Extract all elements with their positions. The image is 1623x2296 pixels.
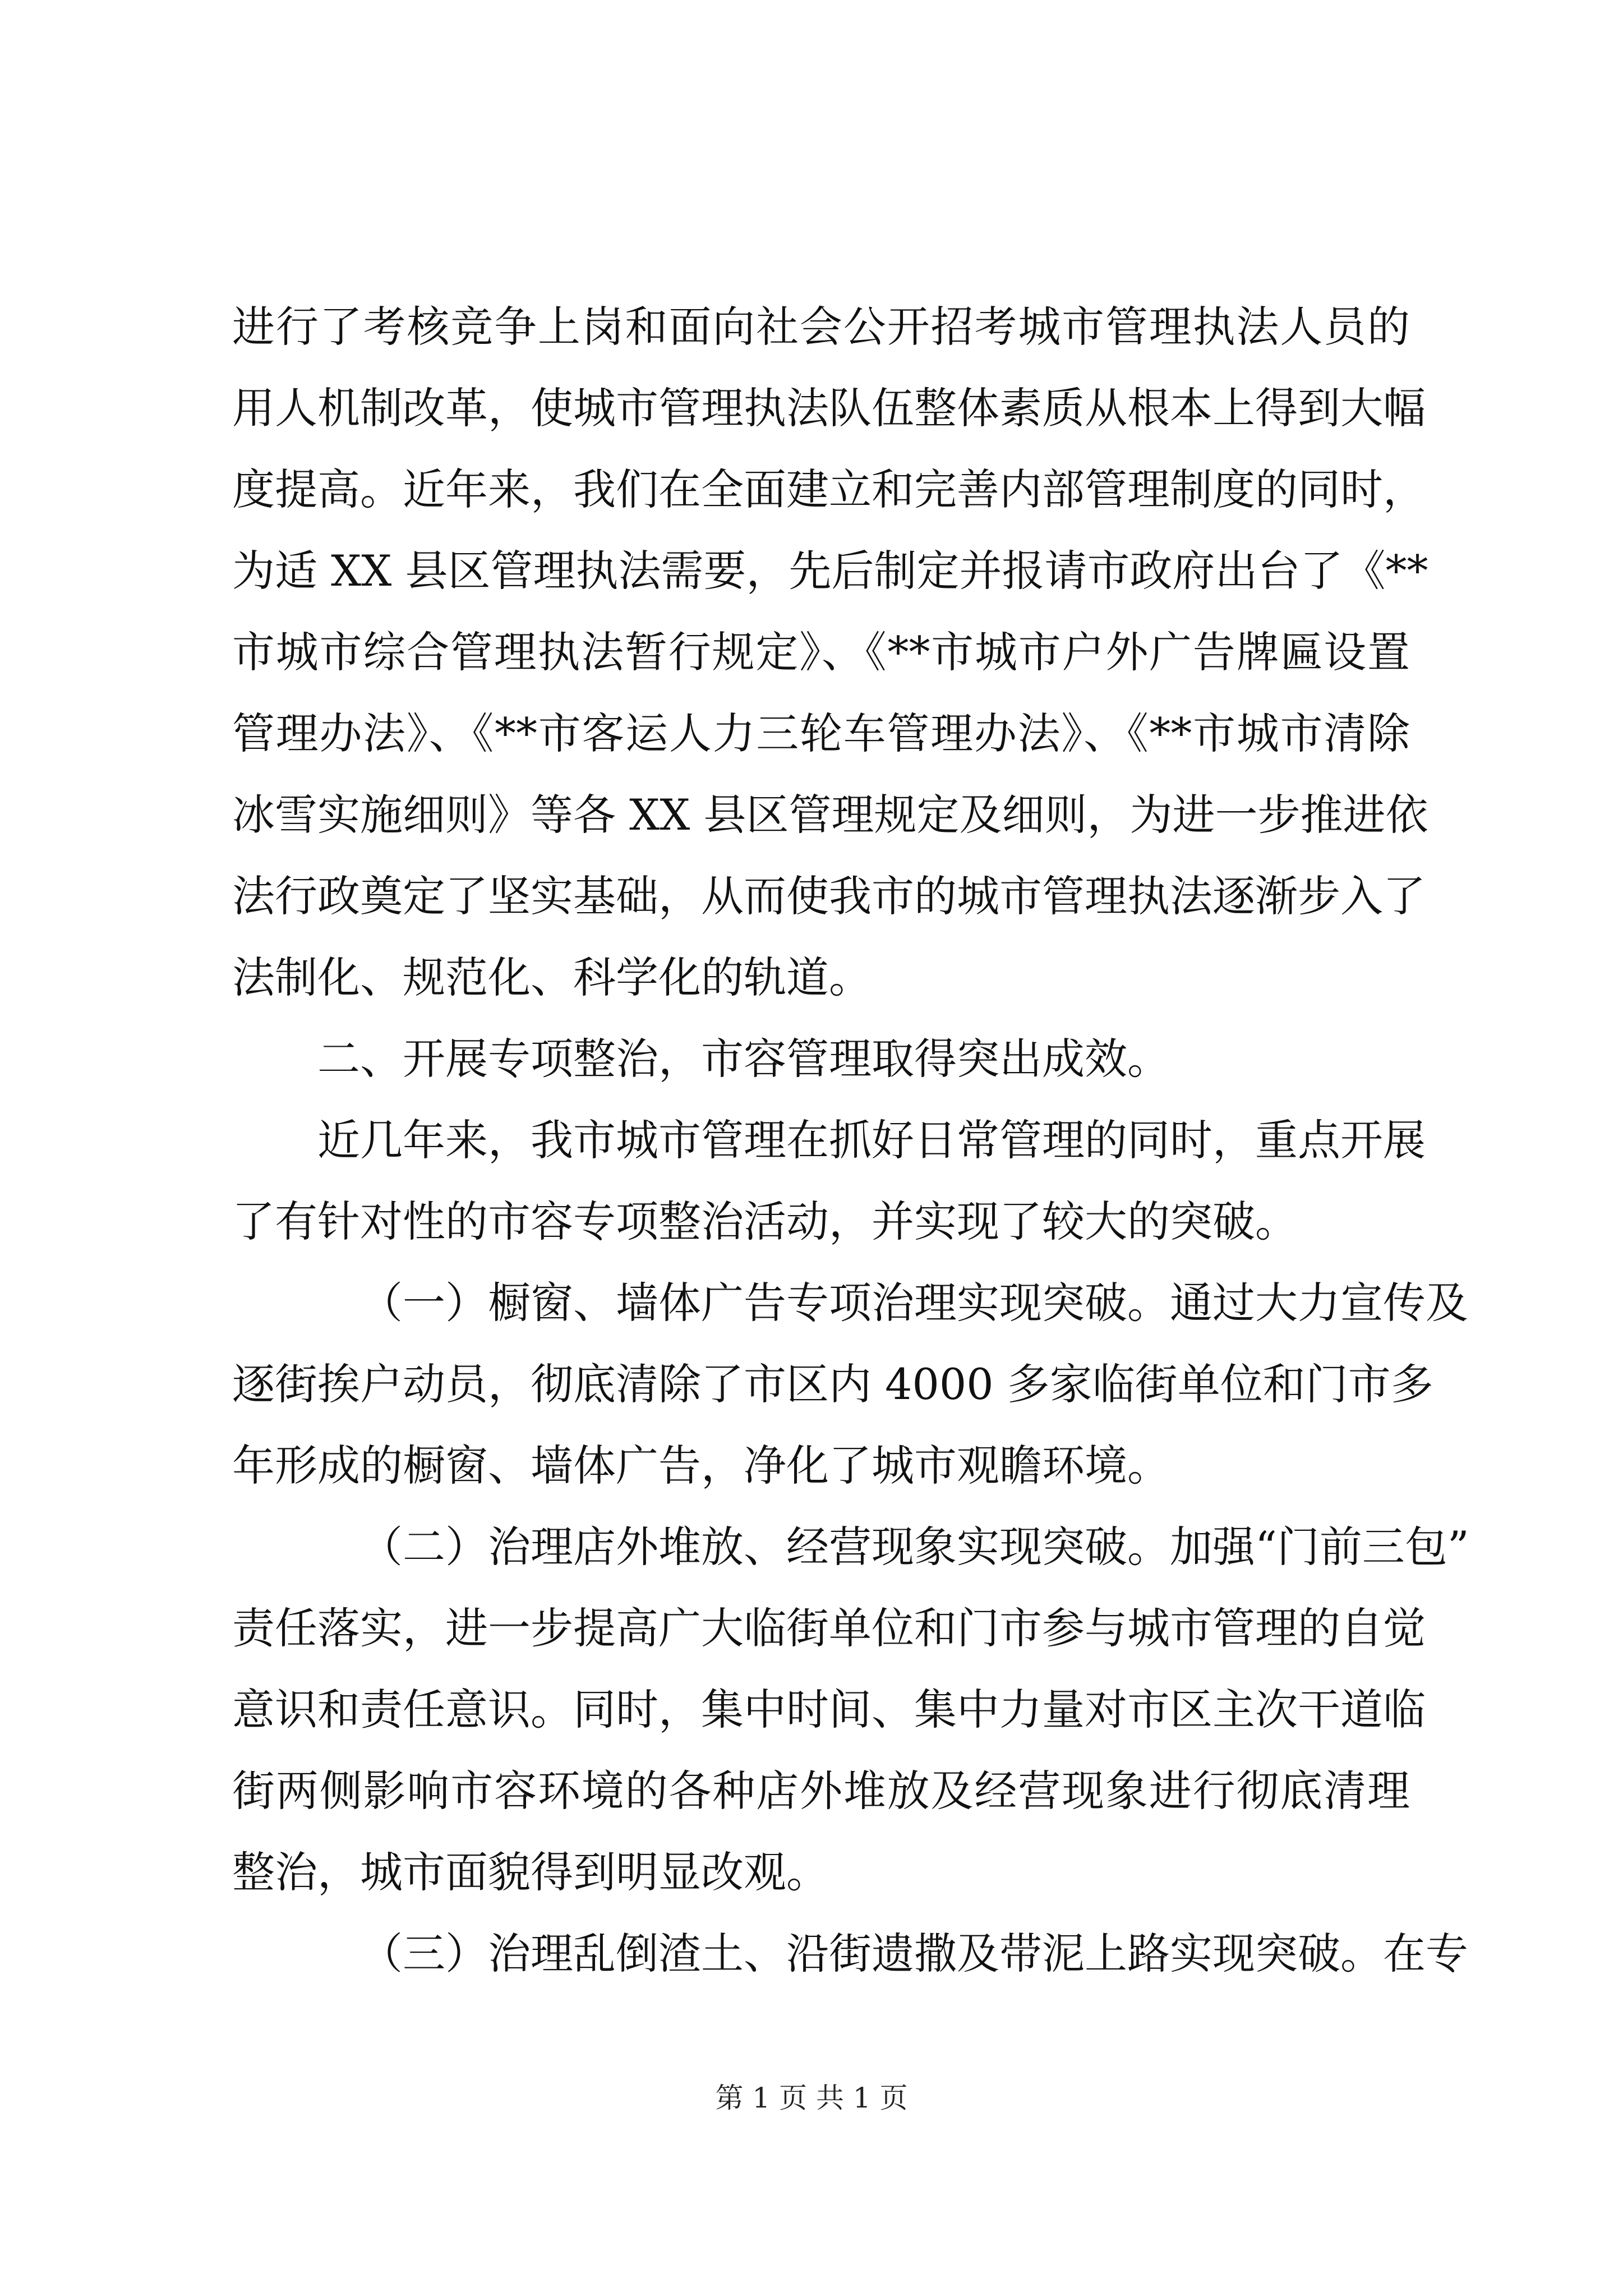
text-line: （一）橱窗、墙体广告专项治理实现突破。通过大力宣传及 — [360, 1278, 1468, 1328]
text-line: 街两侧影响市容环境的各种店外堆放及经营现象进行彻底清理 — [232, 1766, 1410, 1816]
text-line: 责任落实，进一步提高广大临街单位和门市参与城市管理的自觉 — [232, 1603, 1426, 1653]
text-line: 逐街挨户动员，彻底清除了市区内 4000 多家临街单位和门市多 — [232, 1359, 1433, 1409]
text-line: 年形成的橱窗、墙体广告，净化了城市观瞻环境。 — [232, 1441, 1170, 1490]
page-footer: 第 1 页 共 1 页 — [715, 2082, 908, 2114]
document-body — [232, 286, 1469, 1994]
text-line: 进行了考核竞争上岗和面向社会公开招考城市管理执法人员的 — [232, 302, 1410, 352]
text-line: 管理办法》、《**市客运人力三轮车管理办法》、《**市城市清除 — [232, 708, 1410, 758]
text-line: 法行政奠定了坚实基础，从而使我市的城市管理执法逐渐步入了 — [232, 871, 1426, 921]
text-line: （三）治理乱倒渣土、沿街遗撒及带泥上路实现突破。在专 — [360, 1929, 1468, 1978]
text-line: 法制化、规范化、科学化的轨道。 — [232, 953, 872, 1002]
text-line: 度提高。近年来，我们在全面建立和完善内部管理制度的同时， — [232, 464, 1426, 514]
text-line: 用人机制改革，使城市管理执法队伍整体素质从根本上得到大幅 — [232, 383, 1426, 433]
text-line: 意识和责任意识。同时，集中时间、集中力量对市区主次干道临 — [232, 1685, 1426, 1734]
text-line: 市城市综合管理执法暂行规定》、《**市城市户外广告牌匾设置 — [232, 627, 1410, 677]
text-line: 近几年来，我市城市管理在抓好日常管理的同时，重点开展 — [317, 1115, 1426, 1165]
text-line: 为适 XX 县区管理执法需要，先后制定并报请市政府出台了《** — [232, 546, 1428, 596]
text-line: 了有针对性的市容专项整治活动，并实现了较大的突破。 — [232, 1197, 1298, 1246]
section-heading: 二、开展专项整治，市容管理取得突出成效。 — [317, 1034, 1170, 1084]
text-line: 整治，城市面貌得到明显改观。 — [232, 1847, 829, 1897]
text-line: 冰雪实施细则》等各 XX 县区管理规定及细则，为进一步推进依 — [232, 790, 1428, 840]
text-line: （二）治理店外堆放、经营现象实现突破。加强“门前三包” — [360, 1522, 1469, 1572]
